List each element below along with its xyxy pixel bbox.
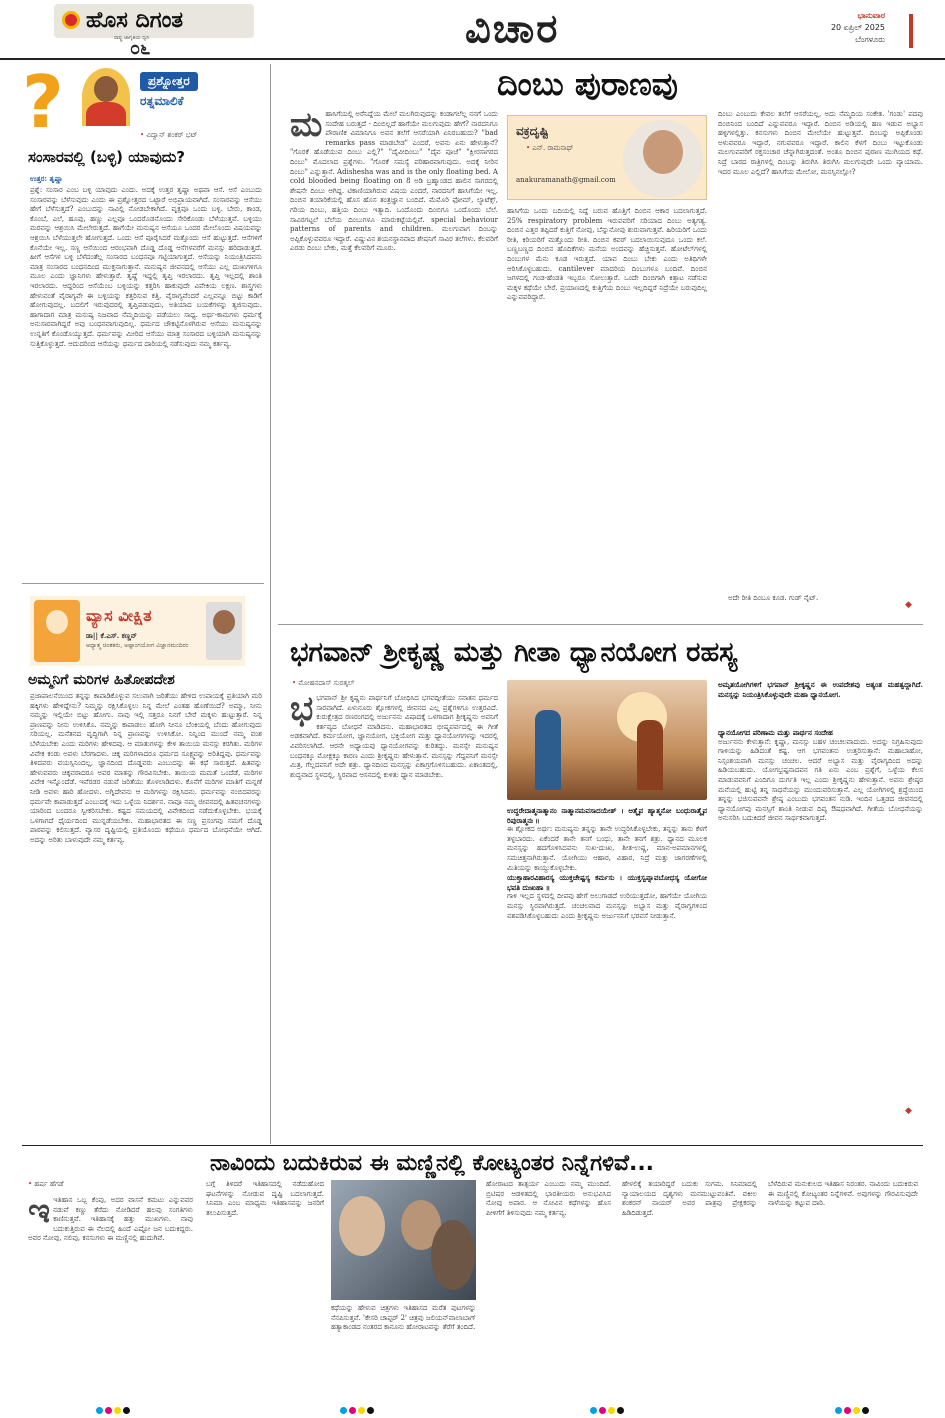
main-body-text: ಹಾಸಿಗೆಯಲ್ಲಿ ಅರೆನಿದ್ದೆಯ ಮೇಲೆ ಮಲಗಿರುವುದನ್ನು ಕಂಡಾಗಲೆಲ್ಲ ನನಗೆ ಒಂದು ಸಂದೇಹ ಬರುತ್ತದೆ - ದಿಂಬಿಲ್ಲದೆ ಹಾಗೆಯೇ ಮಲಗುವುದು ಹೇಗೆ? ನಾರದನಿಗೂ ಪೌರಾಣಿಕ ವಿಮಾನಿಗೂ ಅವನ ತಲೆಗೆ ಆಸರೆಯಾಗಿ ಏನಿರಬಹುದು? "bad remarks pass ಮಾಡಬೇಡ" ಎಂದರೆ, ಅವನು ಏನು ಹೇಳುತ್ತಾನೆ? "ಗೊರಕೆ ಹೊಡೆಯುವ ದಿಂಬು ಎಲ್ಲಿ?" "ದೈವೀದಿಂಬು" "ದೈವ ಪೂಜೆ" "ಕ್ಷೀರಸಾಗರದ ದಿಂಬು" ಮೊದಲಾದ ಪ್ರಶ್ನೆಗಳು. "ಗೊರಕೆ ಸಮಸ್ಯೆ ಪರಿಹಾರವಾಗುವುದು. ಅದಕ್ಕೆ ನೀರಿನ ದಿಂಬು" ಎನ್ನುತ್ತಾನೆ. Adishesha was and is the only floating bed. A cold blooded being floating on 8 ಅಡಿ ಬ್ರಹ್ಮಾಂಡದ ಹಾಲಿನ ಸಾಗರದಲ್ಲಿ ಶೇಷನೇ ದಿಂಬು ಆಗಿದ್ದ. ಟಿಕಾಣಿಯಾಗಿರುವ ವಿಷಯ ಎಂದರೆ, ನಾರದನಿಗೆ ಹಾಸಿಗೆಯೇ ಇಲ್ಲ. ದಿಂಬಿನ ತಯಾರಿಕೆಯಲ್ಲಿ ಹೊಸ ಹೊಸ ತಂತ್ರಜ್ಞಾನ ಬಂದಿದೆ. ಮೆಮೊರಿ ಫೋಮ್, ಲ್ಯಾಟೆಕ್ಸ್, ಗರಿಯ ದಿಂಬು, ಹತ್ತಿಯ ದಿಂಬು ಇತ್ಯಾದಿ. ಒಂದೊಂದು ದಿಂಬಿಗೂ ಒಂದೊಂದು ಬೆಲೆ. ಸಾವಿರಗಟ್ಟಲೆ ಬೆಲೆಯ ದಿಂಬುಗಳೂ ಮಾರುಕಟ್ಟೆಯಲ್ಲಿವೆ. special behaviour patterns of parents and children. ಮಲಗುವಾಗ ದಿಂಬನ್ನು ಅಪ್ಪಿಕೊಳ್ಳುವವರೂ ಇದ್ದಾರೆ. ವಿಷ್ಣುವಿನ ಶಯನಸ್ಥಾನವಾದ ಶೇಷನಿಗೆ ಸಾವಿರ ತಲೆಗಳು. ಕೆಲವರಿಗೆ ಎರಡು ದಿಂಬು ಬೇಕು, ಮತ್ತೆ ಕೆಲವರಿಗೆ ಮೂರು. [290, 110, 498, 253]
accent-bar [909, 14, 913, 48]
drop-cap: ಮ [290, 110, 323, 145]
column-divider [270, 64, 271, 1144]
drop-cap: ಭ [290, 694, 314, 729]
sage-illustration [34, 600, 80, 662]
logo-text: ಹೊಸ ದಿಗಂತ [86, 8, 184, 33]
question-mark-icon: ? [22, 60, 64, 144]
bottom-body-col1 [28, 1196, 193, 1402]
gita-body-text: ಈ ಶ್ಲೋಕದ ಅರ್ಥ: ಮನುಷ್ಯನು ತನ್ನನ್ನು ತಾನೇ ಉದ್ಧರಿಸಿಕೊಳ್ಳಬೇಕು, ತನ್ನನ್ನು ತಾನು ಕೆಳಗೆ ತಳ್ಳಬಾರದು. ಏಕೆಂದರೆ ತಾನೇ ತನಗೆ ಬಂಧು, ತಾನೇ ತನಗೆ ಶತ್ರು. ಧ್ಯಾನದ ಮೂಲಕ ಮನಸ್ಸನ್ನು ಹದಗೊಳಿಸಿದವನು ಸುಖ-ದುಃಖ, ಶೀತ-ಉಷ್ಣ, ಮಾನ-ಅಪಮಾನಗಳಲ್ಲಿ ಸಮಚಿತ್ತನಾಗಿರುತ್ತಾನೆ. ಯೋಗಿಯು ಆಹಾರ, ವಿಹಾರ, ನಿದ್ರೆ ಮತ್ತು ಜಾಗರಣೆಗಳಲ್ಲಿ ಮಿತಿಯನ್ನು ಕಾಯ್ದುಕೊಳ್ಳಬೇಕು. [507, 825, 707, 872]
gita-body-col3 [718, 728, 923, 1128]
movie-still-image [331, 1180, 476, 1300]
city: ಬೆಂಗಳೂರು [855, 35, 885, 44]
main-byline: • ಎನ್. ರಾಮನಾಥ್ [526, 144, 573, 153]
vyasa-headline: ಅಮ್ಮನಿಗೆ ಮರಿಗಳ ಹಿತೋಪದೇಶ [28, 672, 175, 688]
gita-pullquote: ಅಮೃತಯೋಗಿಗಳಿಗೆ ಭಗವಾನ್ ಶ್ರೀಕೃಷ್ಣನ ಈ ಉಪದೇಶವು ಅತ್ಯಂತ ಮಹತ್ವದ್ದಾಗಿದೆ. ಮನಸ್ಸನ್ನು ನಿಯಂತ್ರಿಸಿಕೊಳ್ಳುವುದೇ ಮಹಾ ಧ್ಯಾನಯೋಗ. [718, 680, 923, 699]
day: ಭಾನುವಾರ [857, 11, 885, 20]
bottom-body-col4: ಹೋರಾಟದ ತಾತ್ಪರ್ಯ ಎಂಬುದು ನಮ್ಮ ಮುಂದಿದೆ. ಬ್ರಿಟಿಷರ ಆಡಳಿತದಲ್ಲಿ ಭಾರತೀಯರು ಅನುಭವಿಸಿದ ನೋವು ಅಪಾರ. ಆ ನೋವಿನ ಕಥೆಗಳನ್ನು ಹೊಸ ಪೀಳಿಗೆಗೆ ತಿಳಿಸುವುದು ನಮ್ಮ ಕರ್ತವ್ಯ. [486, 1180, 611, 1217]
gita-body-text: ಭಗವಾನ್ ಶ್ರೀ ಕೃಷ್ಣನು ಪಾರ್ಥನಿಗೆ ಬೋಧಿಸಿದ ಭಗವದ್ಗೀತೆಯು ಸನಾತನ ಧರ್ಮದ ಸಾರವಾಗಿದೆ. ಏಳುನೂರು ಶ್ಲೋಕಗಳಲ್ಲಿ ಜೀವನದ ಎಲ್ಲ ಪ್ರಶ್ನೆಗಳಿಗೂ ಉತ್ತರವಿದೆ. ಕುರುಕ್ಷೇತ್ರದ ರಣರಂಗದಲ್ಲಿ ಅರ್ಜುನನು ವಿಷಾದಕ್ಕೆ ಒಳಗಾದಾಗ ಶ್ರೀಕೃಷ್ಣನು ಅವನಿಗೆ ಕರ್ತವ್ಯದ ಬೋಧನೆ ಮಾಡಿದನು. ಮಹಾಭಾರತದ ಭೀಷ್ಮಪರ್ವದಲ್ಲಿ ಈ ಗೀತೆ ಅಡಕವಾಗಿದೆ. ಕರ್ಮಯೋಗ, ಜ್ಞಾನಯೋಗ, ಭಕ್ತಿಯೋಗ ಮತ್ತು ಧ್ಯಾನಯೋಗಗಳನ್ನು ಇದರಲ್ಲಿ ವಿವರಿಸಲಾಗಿದೆ. ಆರನೇ ಅಧ್ಯಾಯವು ಧ್ಯಾನಯೋಗವನ್ನು ಕುರಿತದ್ದು. ಮನಸ್ಸೇ ಮನುಷ್ಯನ ಬಂಧನಕ್ಕೂ ಮೋಕ್ಷಕ್ಕೂ ಕಾರಣ ಎಂದು ಶ್ರೀಕೃಷ್ಣನು ಹೇಳುತ್ತಾನೆ. ಮನಸ್ಸನ್ನು ಗೆದ್ದವನಿಗೆ ಮನಸ್ಸೇ ಮಿತ್ರ, ಗೆಲ್ಲದವನಿಗೆ ಅದೇ ಶತ್ರು. ಧ್ಯಾನದಿಂದ ಮನಸ್ಸನ್ನು ಏಕಾಗ್ರಗೊಳಿಸಬಹುದು. ಏಕಾಂತದಲ್ಲಿ, ಶುದ್ಧವಾದ ಸ್ಥಳದಲ್ಲಿ, ಸ್ಥಿರವಾದ ಆಸನದಲ್ಲಿ ಕುಳಿತು ಧ್ಯಾನ ಮಾಡಬೇಕು. [290, 694, 498, 779]
bottom-body-col6: ಬೆಳೆದಿರುವ ಮನುಕುಲದ ಇತಿಹಾಸ ನಿರಂತರ. ನಾವಿಂದು ಬದುಕಿರುವ ಈ ಮಣ್ಣಿನಲ್ಲಿ ಕೋಟ್ಯಂತರ ನಿನ್ನೆಗಳಿವೆ. ಅವುಗಳನ್ನು ಗೌರವಿಸುವುದೇ ನಾಳೆಯನ್ನು ಕಟ್ಟುವ ದಾರಿ. [768, 1180, 918, 1208]
vakradrushti-box [507, 115, 707, 200]
column-label: ಪ್ರಶ್ನೋತ್ತರ [140, 72, 198, 91]
date: 20 ಏಪ್ರಿಲ್ 2025 [830, 23, 885, 32]
qa-headline: ಸಂಸಾರವಲ್ಲಿ (ಬಳ್ಳಿ) ಯಾವುದು? [28, 148, 185, 166]
gita-body-col2 [507, 806, 707, 1126]
gita-headline: ಭಗವಾನ್ ಶ್ರೀಕೃಷ್ಣ ಮತ್ತು ಗೀತಾ ಧ್ಯಾನಯೋಗ ರಹಸ್ಯ [290, 637, 738, 668]
end-mark-icon: ◆ [905, 600, 912, 610]
main-body-col2: ಹಾಸಿಗೆಯ ಒಂದು ಬದಿಯಲ್ಲಿ ನಿದ್ದೆ ಬರುವ ಹೊತ್ತಿಗೆ ದಿಂಬಿನ ಆಕಾರ ಬದಲಾಗುತ್ತದೆ. 25% respiratory problem ಇರುವವರಿಗೆ ಸರಿಯಾದ ದಿಂಬು ಅತ್ಯಗತ್ಯ. ದಿಂಬಿನ ಎತ್ತರ ತಪ್ಪಿದರೆ ಕುತ್ತಿಗೆ ನೋವು, ಬೆನ್ನುನೋವು ಶುರುವಾಗುತ್ತವೆ. ಹಿರಿಯರಿಗೆ ಒಂದು ರೀತಿ, ಕಿರಿಯರಿಗೆ ಮತ್ತೊಂದು ರೀತಿ. ದಿಂಬಿನ ಕವರ್ ಬದಲಾಯಿಸುವುದೂ ಒಂದು ಕಲೆ. ಬಣ್ಣಬಣ್ಣದ ದಿಂಬಿನ ಹೊದಿಕೆಗಳು ಮನೆಯ ಅಂದವನ್ನು ಹೆಚ್ಚಿಸುತ್ತವೆ. ಹೋಟೆಲ್‌ಗಳಲ್ಲಿ ದಿಂಬುಗಳ ಮೆನು ಕೂಡ ಇರುತ್ತದೆ. ಯಾವ ದಿಂಬು ಬೇಕು ಎಂದು ಅತಿಥಿಗಳೇ ಆರಿಸಿಕೊಳ್ಳಬಹುದು. cantilever ಮಾದರಿಯ ದಿಂಬುಗಳೂ ಬಂದಿವೆ. ದಿಂಬಿನ ಜಗಳದಲ್ಲಿ ಗಂಡ-ಹೆಂಡತಿ ಇಬ್ಬರೂ ಸೋಲುತ್ತಾರೆ. ಒಂದೇ ದಿಂಬಿಗಾಗಿ ಕಿತ್ತಾಟ ನಡೆಸುವ ಮಕ್ಕಳ ಕಥೆಯೇ ಬೇರೆ. ಪ್ರಯಾಣದಲ್ಲಿ ಕುತ್ತಿಗೆಯ ದಿಂಬು ಇಲ್ಲದಿದ್ದರೆ ನಿದ್ರೆಯೇ ಬರುವುದಿಲ್ಲ ಎನ್ನುವವರಿದ್ದಾರೆ. [507, 207, 707, 302]
gita-body-col1 [290, 694, 498, 1124]
newspaper-logo [54, 4, 254, 41]
print-registration-marks [835, 1407, 869, 1415]
vyasa-column-header [30, 596, 245, 666]
dateline [831, 10, 885, 46]
vyasa-byline: ಡಾ|| ಕೆ.ಎಸ್. ಕಣ್ಣನ್ [86, 631, 137, 640]
vyasa-body: ಪ್ರಜಾಪಾಲನೆಯಿಂದ ತನ್ನನ್ನು ಕಾಪಾಡಿಕೊಳ್ಳುವ ಸಲುವಾಗಿ ಜರಿತೆಯು ಹೇಳಿದ ಉಪಾಯಕ್ಕೆ ಪ್ರತಿಯಾಗಿ ಮರಿ ಹಕ್ಕಿಗಳು ಹೇಳಿದ್ದೇನು? ನಿಮ್ಮನ್ನು ರಕ್ಷಿಸಿಕೊಳ್ಳಲು ನಿನ್ನ ಮೇಲೆ ಎಂತಹ ಹೊಣೆಯಿದೆ? ಅಮ್ಮಾ, ನೀನು ನಮ್ಮನ್ನು ಇಲ್ಲಿಯೇ ಬಿಟ್ಟು ಹೋಗು. ನಾವು ಇಲ್ಲಿ ಸತ್ತರೂ ನಿನಗೆ ಬೇರೆ ಮಕ್ಕಳು ಹುಟ್ಟುತ್ತಾರೆ. ನಿನ್ನ ಪ್ರಾಣವನ್ನು ನೀನು ಉಳಿಸಿಕೊ. ನಮ್ಮನ್ನು ಕಾಪಾಡಲು ಹೋಗಿ ನೀನೂ ಬೆಂಕಿಯಲ್ಲಿ ಬೆಂದು ಹೋಗುವುದು ಸರಿಯಲ್ಲ. ಮನೆತನದ ವೃದ್ಧಿಗಾಗಿ ನಿನ್ನ ಪ್ರಾಣವನ್ನು ಉಳಿಸಿಕೋ. ನಿನ್ನಿಂದ ಮುಂದೆ ನಮ್ಮ ವಂಶ ಬೆಳೆಯಬೇಕು ಎಂದು ಮರಿಗಳು ಹೇಳಿದವು. ಆ ಮಾತುಗಳನ್ನು ಕೇಳಿ ತಾಯಿಯ ಮನಸ್ಸು ಕರಗಿತು. ಮರಿಗಳ ವಿವೇಕ ಕಂಡು ಅವಳು ಬೆರಗಾದಳು. ಚಿಕ್ಕ ಮರಿಗಳಾದರೂ ಧರ್ಮದ ಸೂಕ್ಷ್ಮವನ್ನು ಅರಿತಿದ್ದವು. ಧರ್ಮವನ್ನು ತಿಳಿದವರು ವಯಸ್ಸಿನಿಂದಲ್ಲ, ಜ್ಞಾನದಿಂದ ದೊಡ್ಡವರು ಎಂಬುದನ್ನು ಈ ಕಥೆ ಸಾರುತ್ತದೆ. ಹಿತವನ್ನು ಹೇಳುವವರು ಚಿಕ್ಕವರಾದರೂ ಅವರ ಮಾತನ್ನು ಗೌರವಿಸಬೇಕು. ತಾಯಿಯ ಮಮತೆ ಒಂದೆಡೆ, ಮರಿಗಳ ವಿವೇಕ ಇನ್ನೊಂದೆಡೆ. ಇವೆರಡರ ನಡುವೆ ಜರಿತೆಯು ತೊಳಲಾಡಿದಳು. ಕೊನೆಗೆ ಮರಿಗಳ ಮಾತಿಗೆ ಮನ್ನಣೆ ನೀಡಿ ಅವಳು ಹಾರಿ ಹೋದಳು. ಅಗ್ನಿದೇವನು ಆ ಮರಿಗಳನ್ನು ರಕ್ಷಿಸಿದನು. ಧರ್ಮವನ್ನು ನಂಬಿದವರನ್ನು ಧರ್ಮವೇ ಕಾಪಾಡುತ್ತದೆ ಎಂಬುದಕ್ಕೆ ಇದು ಒಳ್ಳೆಯ ನಿದರ್ಶನ. ನಾವೂ ನಮ್ಮ ಜೀವನದಲ್ಲಿ ಹಿತವಚನಗಳನ್ನು ಯಾರಿಂದ ಬಂದರೂ ಸ್ವೀಕರಿಸಬೇಕು. ಕಷ್ಟದ ಸಮಯದಲ್ಲಿ ವಿವೇಕದಿಂದ ನಡೆದುಕೊಳ್ಳಬೇಕು. ಭಯಕ್ಕೆ ಒಳಗಾಗದೆ ಧೈರ್ಯದಿಂದ ಮುನ್ನಡೆಯಬೇಕು. ಮಹಾಭಾರತದ ಈ ಸಣ್ಣ ಪ್ರಸಂಗವು ನಮಗೆ ದೊಡ್ಡ ಪಾಠವನ್ನು ಕಲಿಸುತ್ತದೆ. ವ್ಯಾಸರ ದೃಷ್ಟಿಯಲ್ಲಿ ಪ್ರತಿಯೊಂದು ಕಥೆಯೂ ಧರ್ಮದ ಬೋಧನೆಯೇ ಆಗಿದೆ. ಅದನ್ನು ಅರಿತು ಬಾಳುವುದೇ ನಮ್ಮ ಕರ್ತವ್ಯ. [30, 692, 262, 844]
gita-body-text: ಗಾಳಿ ಇಲ್ಲದ ಸ್ಥಳದಲ್ಲಿ ದೀಪವು ಹೇಗೆ ಅಲುಗಾಡದೆ ಉರಿಯುತ್ತದೋ, ಹಾಗೆಯೇ ಯೋಗಿಯ ಮನಸ್ಸು ಸ್ಥಿರವಾಗಿರುತ್ತದೆ. ಚಂಚಲವಾದ ಮನಸ್ಸನ್ನು ಅಭ್ಯಾಸ ಮತ್ತು ವೈರಾಗ್ಯಗಳಿಂದ ವಶಪಡಿಸಿಕೊಳ್ಳಬಹುದು ಎಂದು ಶ್ರೀಕೃಷ್ಣನು ಅರ್ಜುನನಿಗೆ ಭರವಸೆ ನೀಡುತ್ತಾನೆ. [507, 892, 707, 920]
print-registration-marks [96, 1407, 130, 1415]
logo-emblem-icon [62, 11, 80, 29]
bottom-body-col3: ಕಥೆಯನ್ನು ಹೇಳುವ ಚಿತ್ರಗಳು ಇತಿಹಾಸದ ಮರೆತ ಪುಟಗಳನ್ನು ನೆನಪಿಸುತ್ತವೆ. 'ಕೇಸರಿ ಚಾಪ್ಟರ್ 2' ಚಿತ್ರವು ಜಲಿಯನ್‌ವಾಲಾಬಾಗ್ ಹತ್ಯಾಕಾಂಡದ ನಂತರದ ಕಾನೂನು ಹೋರಾಟವನ್ನು ತೆರೆಗೆ ತಂದಿದೆ. [331, 1304, 476, 1332]
print-registration-marks [340, 1407, 374, 1415]
qa-byline: • ವಿದ್ವಾನ್ ಶಂಕರ್ ಭಟ್ [140, 131, 197, 140]
print-registration-marks [590, 1407, 624, 1415]
shloka-1: ಉದ್ಧರೇದಾತ್ಮನಾತ್ಮಾನಂ ನಾತ್ಮಾನಮವಸಾದಯೇತ್ । ಆತ್ಮೈವ ಹ್ಯಾತ್ಮನೋ ಬಂಧುರಾತ್ಮೈವ ರಿಪುರಾತ್ಮನಃ ॥ [507, 806, 707, 825]
section-divider [22, 1145, 923, 1146]
section-title: ವಿಚಾರ [465, 6, 560, 52]
logo-tagline: ರಾಷ್ಟ್ರ ಜಾಗೃತಿಯ ಧ್ವನಿ [114, 35, 150, 41]
qa-answer-label: ಉತ್ತರ: ತೃಷ್ಣಾ [30, 174, 63, 183]
bottom-body-text: ಇತಿಹಾಸ ಒಬ್ಬ ಕೆಂಪು, ಅದರ ವಾಸನೆ ಕಮಟು ಎನ್ನುವವರ ನಡುವೆ ಕಣ್ಣು ತೆರೆದು ನೋಡಿದರೆ ಹಲವು ಸಂಗತಿಗಳು ಕಾಣಿಸುತ್ತವೆ. ಇತಿಹಾಸಕ್ಕೆ ಹತ್ತು ಮುಖಗಳು. ನಾವು ಬದುಕುತ್ತಿರುವ ಈ ನೆಲದಲ್ಲಿ ಹಿಂದೆ ಎಷ್ಟೋ ಜನ ಬದುಕಿದ್ದರು. ಅವರ ನೋವು, ನಲಿವು, ಕನಸುಗಳು ಈ ಮಣ್ಣಿನಲ್ಲಿ ಹುದುಗಿವೆ. [28, 1196, 193, 1243]
page-number: ೦೬ [130, 38, 151, 59]
gita-subhead: ಧ್ಯಾನಯೋಗದ ಪರಿಣಾಮ ಮತ್ತು ಪಾರ್ಥನ ಸಂದೇಹ [718, 728, 833, 737]
bottom-byline: • ಹರ್ಷ ಹೆಗಡೆ [28, 1180, 63, 1189]
gita-byline: • ಮೋಹನದಾಸ್ ಸುರತ್ಕಲ್ [292, 679, 354, 688]
gita-body-text: ಅರ್ಜುನನು ಕೇಳುತ್ತಾನೆ: ಕೃಷ್ಣಾ, ಮನಸ್ಸು ಬಹಳ ಚಂಚಲವಾದುದು. ಅದನ್ನು ನಿಗ್ರಹಿಸುವುದು ಗಾಳಿಯನ್ನು ಹಿಡಿದಂತೆ ಕಷ್ಟ. ಆಗ ಭಗವಂತನು ಉತ್ತರಿಸುತ್ತಾನೆ: ಮಹಾಬಾಹೋ, ನಿಸ್ಸಂಶಯವಾಗಿ ಮನಸ್ಸು ಚಂಚಲ. ಆದರೆ ಅಭ್ಯಾಸ ಮತ್ತು ವೈರಾಗ್ಯದಿಂದ ಅದನ್ನು ಹಿಡಿಯಬಹುದು. ಯೋಗಭ್ರಷ್ಟನಾದವನ ಗತಿ ಏನು ಎಂಬ ಪ್ರಶ್ನೆಗೆ, ಒಳ್ಳೆಯ ಕೆಲಸ ಮಾಡುವವನಿಗೆ ಎಂದಿಗೂ ದುರ್ಗತಿ ಇಲ್ಲ ಎಂದು ಶ್ರೀಕೃಷ್ಣನು ಹೇಳುತ್ತಾನೆ. ಅವನು ಶ್ರೇಷ್ಠರ ಮನೆಯಲ್ಲಿ ಹುಟ್ಟಿ ತನ್ನ ಸಾಧನೆಯನ್ನು ಮುಂದುವರಿಸುತ್ತಾನೆ. ಎಲ್ಲ ಯೋಗಿಗಳಲ್ಲಿ ಶ್ರದ್ಧೆಯಿಂದ ತನ್ನನ್ನು ಭಜಿಸುವವನೇ ಶ್ರೇಷ್ಠ ಎಂಬುದು ಭಗವಂತನ ನುಡಿ. ಇಂದಿನ ಒತ್ತಡದ ಜೀವನದಲ್ಲಿ ಧ್ಯಾನಯೋಗವು ಮನಸ್ಸಿಗೆ ಶಾಂತಿ ನೀಡುವ ದಿವ್ಯ ಔಷಧವಾಗಿದೆ. ಗೀತೆಯ ಬೋಧನೆಯನ್ನು ಅನುಸರಿಸಿ ಬದುಕಿದರೆ ಜೀವನ ಸಾರ್ಥಕವಾಗುತ್ತದೆ. [718, 737, 923, 823]
qa-column-header [22, 60, 252, 144]
bottom-body-col5: ಹೇಳಲಿಕ್ಕೆ ತಯಾರಿದ್ದರೆ ಬದುಕು ಸುಗಮ. ಸಿನಿಮಾದಲ್ಲಿ ನ್ಯಾಯಾಲಯದ ದೃಶ್ಯಗಳು ಮನಮುಟ್ಟುವಂತಿವೆ. ವಕೀಲ ಶಂಕರನ್ ನಾಯರ್ ಅವರ ಪಾತ್ರವು ಪ್ರೇಕ್ಷಕರನ್ನು ಹಿಡಿದಿಡುತ್ತದೆ. [622, 1180, 757, 1217]
section-divider [22, 583, 264, 584]
bottom-headline: ನಾವಿಂದು ಬದುಕಿರುವ ಈ ಮಣ್ಣಿನಲ್ಲಿ ಕೋಟ್ಯಂತರ ನಿನ್ನೆಗಳಿವೆ... [210, 1151, 655, 1176]
main-body-col1 [290, 110, 498, 615]
end-mark-icon: ◆ [905, 1106, 912, 1116]
column-label: ವ್ಯಾಸ ವೀಕ್ಷಿತ [86, 606, 152, 625]
main-headline: ದಿಂಬು ಪುರಾಣವು [497, 65, 678, 103]
bottom-body-col2: ಬಗ್ಗೆ ತಿಳಿದರೆ ಇತಿಹಾಸದಲ್ಲಿ ನಡೆದುಹೋದ ಘಟನೆಗಳನ್ನು ನೋಡುವ ದೃಷ್ಟಿ ಬದಲಾಗುತ್ತದೆ. ಸಿನಿಮಾ ಎಂಬ ಮಾಧ್ಯಮ ಇತಿಹಾಸವನ್ನು ಜನರಿಗೆ ತಲುಪಿಸುತ್ತದೆ. [206, 1180, 324, 1217]
shloka-2: ಯುಕ್ತಾಹಾರವಿಹಾರಸ್ಯ ಯುಕ್ತಚೇಷ್ಟಸ್ಯ ಕರ್ಮಸು । ಯುಕ್ತಸ್ವಪ್ನಾವಬೋಧಸ್ಯ ಯೋಗೋ ಭವತಿ ದುಃಖಹಾ ॥ [507, 873, 707, 892]
author-photo [206, 602, 242, 660]
main-signoff: ಅದೇ ರೀತಿ ದಿಂಬೂ ಕೂಡ. ಗುಡ್ ನೈಟ್. [728, 594, 819, 602]
vyasa-author-role: ಆಧ್ಯಾತ್ಮ ಚಿಂತಕರು, ಅಷ್ಟಾಂಗಯೋಗ ವಿಜ್ಞಾನಮಂದಿರಂ [86, 642, 189, 649]
column-sublabel: ರತ್ನಮಾಲಿಕೆ [140, 94, 184, 108]
masthead [0, 0, 945, 60]
drop-cap: ಇ [28, 1196, 51, 1231]
section-divider [278, 624, 923, 625]
author-photo [82, 68, 130, 126]
qa-body: ಪ್ರಶ್ನೆ: ಸಂಸಾರ ಎಂಬ ಬಳ್ಳಿ ಯಾವುದು ಎಂದು. ಅದಕ್ಕೆ ಉತ್ತರ ತೃಷ್ಣಾ ಅಥವಾ ಆಸೆ. ಆಸೆ ಎಂಬುದು ಸಂಸಾರವನ್ನು ಬೆಳೆಸುವುದು ಎಂದು ಈ ಪ್ರಶ್ನೋತ್ತರದ ಒಟ್ಟಾರೆ ಅಭಿಪ್ರಾಯವಾಗಿದೆ. ಸಂಸಾರವನ್ನು ಆಸೆಯು ಹೇಗೆ ಬೆಳೆಸುತ್ತದೆ? ಎಂಬುದನ್ನು ನಾವಿಲ್ಲಿ ನೋಡಬೇಕಾಗಿದೆ. ವೃಕ್ಷವೂ ಒಂದು ಬಳ್ಳಿ. ಬೇರು, ಕಾಂಡ, ಕೊಂಬೆ, ಎಲೆ, ಹೂವು, ಹಣ್ಣು ಎಲ್ಲವೂ ಒಂದರೊಡನೊಂದು ಸೇರಿಕೊಂಡು ಬೆಳೆಯುತ್ತವೆ. ಬಳ್ಳಿಯು ಮರವನ್ನು ಆಶ್ರಯಿಸಿ ಮೇಲೇರುತ್ತದೆ. ಹಾಗೆಯೇ ಮನುಷ್ಯನ ಆಸೆಯೂ ಒಂದರ ಮೇಲೊಂದು ವಿಷಯವನ್ನು ಆಶ್ರಯಿಸಿ ಬೆಳೆಯುತ್ತಲೇ ಹೋಗುತ್ತದೆ. ಒಂದು ಆಸೆ ಪೂರೈಸಿದರೆ ಮತ್ತೊಂದು ಆಸೆ ಹುಟ್ಟುತ್ತದೆ. ಆಸೆಗಳಿಗೆ ಕೊನೆಯೇ ಇಲ್ಲ. ಸಣ್ಣ ಆಸೆಯಿಂದ ಆರಂಭವಾಗಿ ದೊಡ್ಡ ದೊಡ್ಡ ಆಸೆಗಳವರೆಗೆ ಮನಸ್ಸು ಹರಿದಾಡುತ್ತದೆ. ಹೀಗೆ ಆಸೆಗಳ ಬಳ್ಳಿ ಬೆಳೆದಂತೆಲ್ಲ ಸಂಸಾರದ ಬಂಧನವೂ ಗಟ್ಟಿಯಾಗುತ್ತದೆ. ಆಸೆಯನ್ನು ನಿಯಂತ್ರಿಸಿದವನು ಮಾತ್ರ ಸಂಸಾರದ ಬಂಧನದಿಂದ ಮುಕ್ತನಾಗುತ್ತಾನೆ. ಮನುಷ್ಯನ ಜೀವನದಲ್ಲಿ ಆಸೆಯು ಎಲ್ಲ ದುಃಖಗಳಿಗೂ ಮೂಲ ಎಂದು ಜ್ಞಾನಿಗಳು ಹೇಳುತ್ತಾರೆ. ತೃಷ್ಣೆ ಇದ್ದಲ್ಲಿ ತೃಪ್ತಿ ಇರಲಾರದು. ತೃಪ್ತಿ ಇಲ್ಲದಲ್ಲಿ ಶಾಂತಿ ಇರಲಾರದು. ಆದ್ದರಿಂದ ಆಸೆಯೆಂಬ ಬಳ್ಳಿಯನ್ನು ಕತ್ತರಿಸಿ ಹಾಕುವುದೇ ವಿವೇಕಿಯ ಲಕ್ಷಣ. ಶಾಸ್ತ್ರಗಳು ಹೇಳುವಂತೆ ವೈರಾಗ್ಯವೇ ಈ ಬಳ್ಳಿಯನ್ನು ಕತ್ತರಿಸುವ ಕತ್ತಿ. ವೈರಾಗ್ಯವೆಂದರೆ ಎಲ್ಲವನ್ನೂ ಬಿಟ್ಟು ಕಾಡಿಗೆ ಹೋಗುವುದಲ್ಲ. ಬದಲಿಗೆ ಇರುವುದರಲ್ಲಿ ತೃಪ್ತಿಪಡುವುದು, ಅತಿಯಾದ ಬಯಕೆಗಳನ್ನು ತ್ಯಜಿಸುವುದು. ಹಾಗಾದಾಗ ಮಾತ್ರ ಮನುಷ್ಯ ನಿಜವಾದ ನೆಮ್ಮದಿಯನ್ನು ಪಡೆಯಲು ಸಾಧ್ಯ. ಅರ್ಥ-ಕಾಮಗಳು ಧರ್ಮಕ್ಕೆ ಅನುಸಾರವಾಗಿದ್ದರೆ ಅವು ಬಂಧನವಾಗುವುದಿಲ್ಲ. ಧರ್ಮದ ಚೌಕಟ್ಟಿನೊಳಗಿರುವ ಆಸೆಯು ಮನುಷ್ಯನನ್ನು ಉನ್ನತಿಗೆ ಕೊಂಡೊಯ್ಯುತ್ತದೆ. ಧರ್ಮವನ್ನು ಮೀರಿದ ಆಸೆಯು ಮಾತ್ರ ಸಂಸಾರದ ಬಳ್ಳಿಯಾಗಿ ಮನುಷ್ಯನನ್ನು ಸುತ್ತಿಕೊಳ್ಳುತ್ತದೆ. ಆದುದರಿಂದ ಆಸೆಯನ್ನು ಧರ್ಮದ ದಾರಿಯಲ್ಲಿ ನಡೆಸುವುದು ನಮ್ಮ ಕರ್ತವ್ಯ. [30, 186, 262, 348]
author-email: anakuramanath@gmail.com [516, 176, 616, 184]
main-body-col3: ದಿಂಬು ಎಂಬುದು ಕೇವಲ ತಲೆಗೆ ಆಸರೆಯಲ್ಲ, ಅದು ನೆಮ್ಮದಿಯ ಸಂಕೇತ. 'ಗಂಡು' ಪದವು ದಿಂಬಿನಿಂದ ಬಂದಿದೆ ಎನ್ನುವವರೂ ಇದ್ದಾರೆ. ದಿಂಬಿನ ಅಡಿಯಲ್ಲಿ ಹಣ ಇಡುವ ಅಭ್ಯಾಸ ಹಳ್ಳಿಗಳಲ್ಲಿತ್ತು. ಕನಸುಗಳು ದಿಂಬಿನ ಮೇಲೆಯೇ ಹುಟ್ಟುತ್ತವೆ. ದಿಂಬನ್ನು ಅಪ್ಪಿಕೊಂಡು ಅಳುವವರೂ ಇದ್ದಾರೆ, ನಗುವವರೂ ಇದ್ದಾರೆ. ಕಾಲಿನ ಕೆಳಗೆ ದಿಂಬು ಇಟ್ಟುಕೊಂಡು ಮಲಗುವವರಿಗೆ ರಕ್ತಸಂಚಾರ ಚೆನ್ನಾಗಿರುತ್ತದಂತೆ. ಅಂತೂ ದಿಂಬಿನ ಪುರಾಣ ಮುಗಿಯದ ಕಥೆ. ನಿದ್ರೆ ಬಾರದ ರಾತ್ರಿಗಳಲ್ಲಿ ದಿಂಬನ್ನು ತಿರುಗಿಸಿ ತಿರುಗಿಸಿ ಮಲಗುವುದೇ ಒಂದು ವ್ಯಾಯಾಮ. ಇದರ ಮೂಲ ಎಲ್ಲಿದೆ? ಹಾಸಿಗೆಯ ಮೇಲೋ, ಮನಸ್ಸಿನಲ್ಲೋ? [718, 110, 923, 176]
author-photo [623, 120, 703, 198]
krishna-arjuna-illustration [507, 680, 707, 800]
column-label: ವಕ್ರದೃಷ್ಟಿ [516, 124, 549, 138]
